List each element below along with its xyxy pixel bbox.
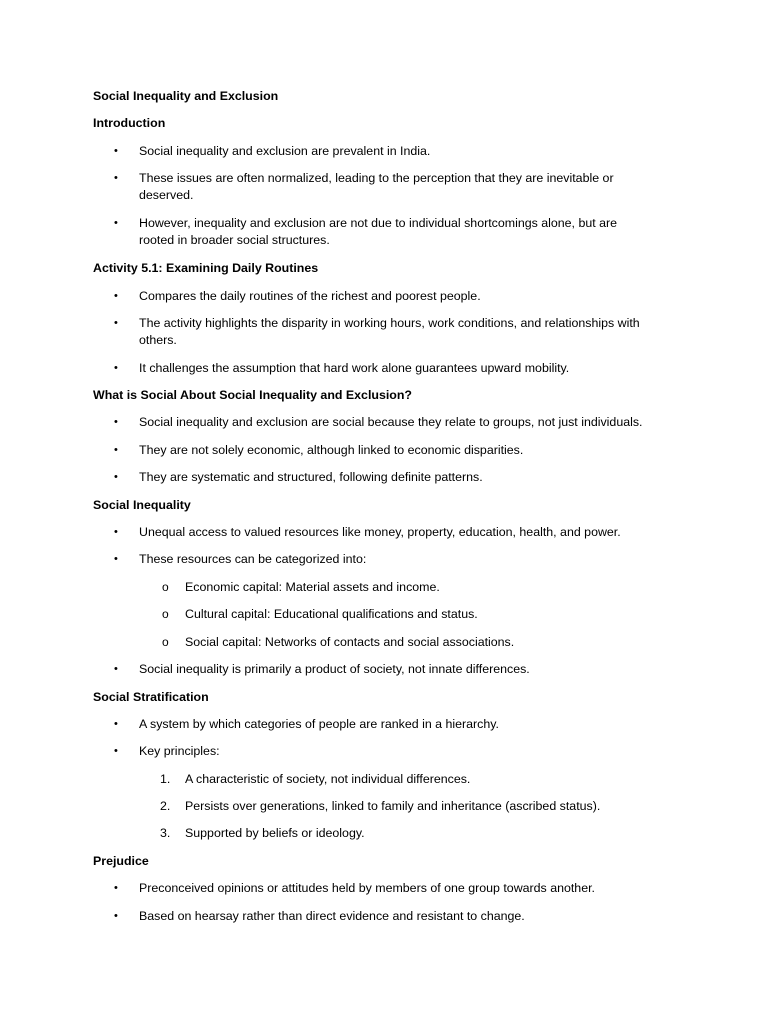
list-item: Social inequality and exclusion are social because they relate to groups, not just individuals. [139, 415, 643, 429]
bullet-icon: • [114, 910, 118, 922]
bullet-icon: • [114, 526, 118, 538]
list-item: These issues are often normalized, leading to the perception that they are inevitable or [139, 171, 614, 185]
bullet-icon: • [114, 416, 118, 428]
list-item: Preconceived opinions or attitudes held by members of one group towards another. [139, 881, 595, 895]
section-heading-what-is-social: What is Social About Social Inequality and Exclusion? [93, 388, 412, 402]
numbered-list-item: Persists over generations, linked to family and inheritance (ascribed status). [185, 799, 601, 813]
list-item: However, inequality and exclusion are not due to individual shortcomings alone, but are [139, 216, 618, 230]
bullet-icon: • [114, 290, 118, 302]
list-number: 2. [160, 799, 171, 813]
list-item: It challenges the assumption that hard work alone guarantees upward mobility. [139, 361, 570, 375]
sub-bullet-icon: o [162, 580, 169, 594]
bullet-icon: • [114, 663, 118, 675]
bullet-icon: • [114, 145, 118, 157]
section-heading-prejudice: Prejudice [93, 854, 149, 868]
bullet-icon: • [114, 553, 118, 565]
numbered-list-item: Supported by beliefs or ideology. [185, 826, 365, 840]
list-item: They are systematic and structured, following definite patterns. [139, 470, 483, 484]
sub-list-item: Cultural capital: Educational qualifications and status. [185, 607, 478, 621]
section-heading-activity: Activity 5.1: Examining Daily Routines [93, 261, 319, 275]
bullet-icon: • [114, 217, 118, 229]
list-item-continuation: deserved. [139, 188, 194, 202]
list-number: 3. [160, 826, 171, 840]
list-item: The activity highlights the disparity in working hours, work conditions, and relationships with [139, 316, 640, 330]
list-item: Social inequality and exclusion are prevalent in India. [139, 144, 431, 158]
numbered-list-item: A characteristic of society, not individual differences. [185, 772, 471, 786]
list-item: Key principles: [139, 744, 220, 758]
bullet-icon: • [114, 745, 118, 757]
section-heading-introduction: Introduction [93, 116, 166, 130]
bullet-icon: • [114, 172, 118, 184]
sub-list-item: Social capital: Networks of contacts and social associations. [185, 635, 515, 649]
list-number: 1. [160, 772, 171, 786]
bullet-icon: • [114, 471, 118, 483]
sub-list-item: Economic capital: Material assets and income. [185, 580, 440, 594]
bullet-icon: • [114, 362, 118, 374]
sub-bullet-icon: o [162, 607, 169, 621]
document-title: Social Inequality and Exclusion [93, 89, 279, 103]
bullet-icon: • [114, 317, 118, 329]
section-heading-social-stratification: Social Stratification [93, 690, 209, 704]
list-item: Based on hearsay rather than direct evidence and resistant to change. [139, 909, 525, 923]
list-item: Compares the daily routines of the richest and poorest people. [139, 289, 481, 303]
list-item: These resources can be categorized into: [139, 552, 367, 566]
list-item-continuation: rooted in broader social structures. [139, 233, 330, 247]
list-item: They are not solely economic, although linked to economic disparities. [139, 443, 524, 457]
section-heading-social-inequality: Social Inequality [93, 498, 191, 512]
bullet-icon: • [114, 444, 118, 456]
sub-bullet-icon: o [162, 635, 169, 649]
bullet-icon: • [114, 718, 118, 730]
list-item: Unequal access to valued resources like money, property, education, health, and power. [139, 525, 621, 539]
list-item: Social inequality is primarily a product of society, not innate differences. [139, 662, 530, 676]
bullet-icon: • [114, 882, 118, 894]
list-item-continuation: others. [139, 333, 177, 347]
list-item: A system by which categories of people are ranked in a hierarchy. [139, 717, 499, 731]
